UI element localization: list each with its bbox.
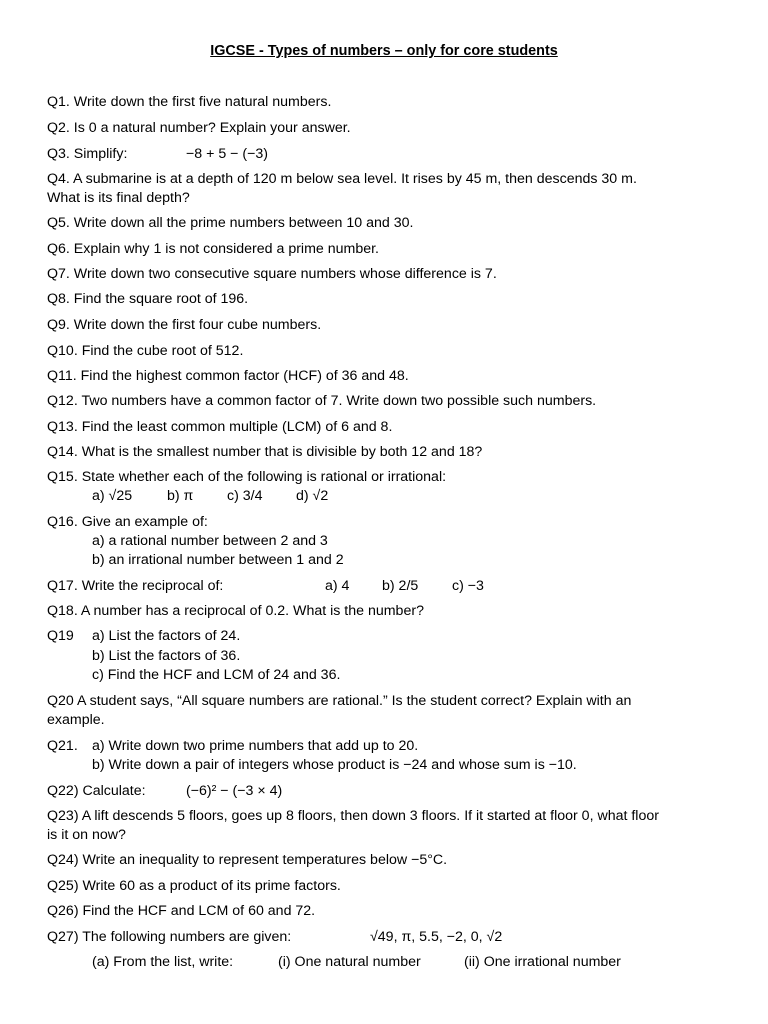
question-3-expression: −8 + 5 − (−3) xyxy=(186,146,269,162)
question-17-option-a: a) 4 xyxy=(325,578,350,594)
question-16-part-a: a) a rational number between 2 and 3 xyxy=(92,533,328,549)
question-17-label: Q17. Write the reciprocal of: xyxy=(47,578,224,594)
question-15-option-a: a) √25 xyxy=(92,488,133,504)
question-21-part-a: a) Write down two prime numbers that add up to 20. xyxy=(92,738,419,754)
question-16: Q16. Give an example of: xyxy=(47,514,208,530)
question-26: Q26) Find the HCF and LCM of 60 and 72. xyxy=(47,903,316,919)
question-24: Q24) Write an inequality to represent temperatures below −5°C. xyxy=(47,852,448,868)
question-10: Q10. Find the cube root of 512. xyxy=(47,343,244,359)
question-27-part-a-i: (i) One natural number xyxy=(278,954,421,970)
question-15-option-b: b) π xyxy=(167,488,194,504)
question-11: Q11. Find the highest common factor (HCF) of 36 and 48. xyxy=(47,368,409,384)
question-15: Q15. State whether each of the following is rational or irrational: xyxy=(47,469,447,485)
question-5: Q5. Write down all the prime numbers between 10 and 30. xyxy=(47,215,414,231)
question-2: Q2. Is 0 a natural number? Explain your answer. xyxy=(47,120,351,136)
question-4-line-1: Q4. A submarine is at a depth of 120 m below sea level. It rises by 45 m, then descends 30 m. xyxy=(47,171,637,187)
question-7: Q7. Write down two consecutive square numbers whose difference is 7. xyxy=(47,266,497,282)
question-20-line-1: Q20 A student says, “All square numbers are rational.” Is the student correct? Explain with an xyxy=(47,693,632,709)
question-27-number-list: √49, π, 5.5, −2, 0, √2 xyxy=(370,929,503,945)
question-15-option-c: c) 3/4 xyxy=(227,488,263,504)
question-27-label: Q27) The following numbers are given: xyxy=(47,929,292,945)
question-19-part-c: c) Find the HCF and LCM of 24 and 36. xyxy=(92,667,341,683)
question-23-line-1: Q23) A lift descends 5 floors, goes up 8 floors, then down 3 floors. If it started at floor 0, what floor xyxy=(47,808,659,824)
question-27-part-a-ii: (ii) One irrational number xyxy=(464,954,621,970)
question-21-part-b: b) Write down a pair of integers whose product is −24 and whose sum is −10. xyxy=(92,757,577,773)
page-title: IGCSE - Types of numbers – only for core students xyxy=(210,43,558,59)
question-15-option-d: d) √2 xyxy=(296,488,329,504)
question-13: Q13. Find the least common multiple (LCM) of 6 and 8. xyxy=(47,419,393,435)
question-19-part-a: a) List the factors of 24. xyxy=(92,628,241,644)
question-18: Q18. A number has a reciprocal of 0.2. What is the number? xyxy=(47,603,424,619)
question-14: Q14. What is the smallest number that is divisible by both 12 and 18? xyxy=(47,444,483,460)
question-6: Q6. Explain why 1 is not considered a prime number. xyxy=(47,241,379,257)
question-22-expression: (−6)² − (−3 × 4) xyxy=(186,783,283,799)
question-19-part-b: b) List the factors of 36. xyxy=(92,648,241,664)
question-21-label: Q21. xyxy=(47,738,78,754)
question-16-part-b: b) an irrational number between 1 and 2 xyxy=(92,552,344,568)
question-19-label: Q19 xyxy=(47,628,74,644)
question-17-option-c: c) −3 xyxy=(452,578,484,594)
question-17-option-b: b) 2/5 xyxy=(382,578,419,594)
question-8: Q8. Find the square root of 196. xyxy=(47,291,249,307)
question-25: Q25) Write 60 as a product of its prime factors. xyxy=(47,878,341,894)
question-4-line-2: What is its final depth? xyxy=(47,190,190,206)
question-3-label: Q3. Simplify: xyxy=(47,146,128,162)
question-27-part-a-label: (a) From the list, write: xyxy=(92,954,234,970)
question-20-line-2: example. xyxy=(47,712,105,728)
question-12: Q12. Two numbers have a common factor of 7. Write down two possible such numbers. xyxy=(47,393,597,409)
question-9: Q9. Write down the first four cube numbers. xyxy=(47,317,322,333)
question-1: Q1. Write down the first five natural numbers. xyxy=(47,94,332,110)
question-22-label: Q22) Calculate: xyxy=(47,783,146,799)
question-23-line-2: is it on now? xyxy=(47,827,126,843)
